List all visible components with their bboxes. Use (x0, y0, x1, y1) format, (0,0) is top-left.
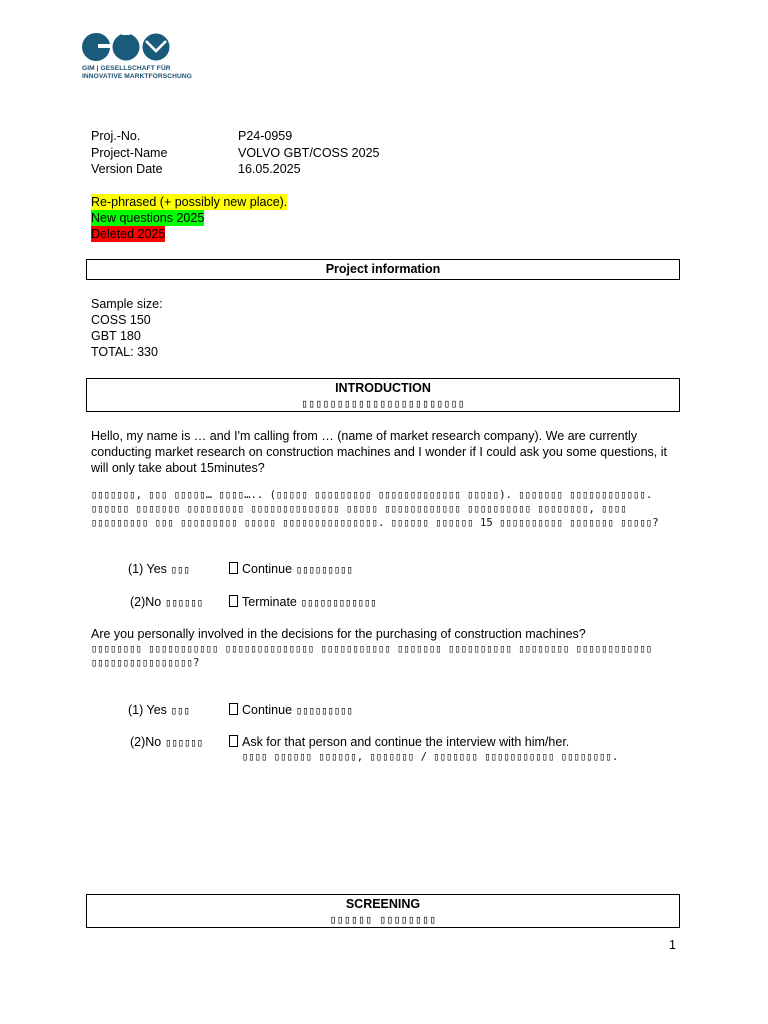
intro-text-en: Hello, my name is … and I'm calling from … (name of market research company). We are currently conducting market research on construction machines and I wonder if I could ask you some questions, it will only take about 15minutes? (91, 429, 667, 475)
option-action: Terminate (242, 595, 297, 609)
involved-option-yes-action (229, 702, 353, 719)
checkbox-icon (229, 703, 238, 715)
option-thai: ▯▯▯▯▯▯ (165, 597, 204, 609)
involved-option-no-action (229, 734, 649, 764)
intro-option-yes-action (229, 561, 353, 578)
q-involved-text-en: Are you personally involved in the decisions for the purchasing of construction machines? (91, 627, 586, 641)
option-action-thai: ▯▯▯▯▯▯▯▯▯ (296, 705, 353, 717)
meta-label: Proj.-No. (91, 129, 141, 143)
section-title: SCREENING (345, 897, 421, 911)
sample-coss: COSS 150 (91, 313, 151, 327)
q-involved-text-th: ▯▯▯▯▯▯▯▯ ▯▯▯▯▯▯▯▯▯▯▯ ▯▯▯▯▯▯▯▯▯▯▯▯▯▯ ▯▯▯▯▯▯▯▯▯▯▯ ▯▯▯▯▯▯▯ ▯▯▯▯▯▯▯▯▯▯ ▯▯▯▯▯▯▯▯ ▯▯▯▯▯▯▯▯▯▯▯▯ ▯▯▯▯▯▯▯▯▯▯▯▯▯▯▯▯? (91, 643, 653, 669)
meta-label: Project-Name (91, 145, 168, 160)
logo-tagline-line2: INNOVATIVE MARKTFORSCHUNG (82, 73, 192, 80)
option-action-thai: ▯▯▯▯ ▯▯▯▯▯▯ ▯▯▯▯▯▯, ▯▯▯▯▯▯▯ / ▯▯▯▯▯▯▯ ▯▯▯▯▯▯▯▯▯▯▯ ▯▯▯▯▯▯▯▯. (242, 751, 619, 763)
project-information-heading (86, 259, 680, 280)
option-thai: ▯▯▯▯▯▯ (165, 737, 204, 749)
sample-total: TOTAL: 330 (91, 345, 158, 359)
checkbox-icon (229, 735, 238, 747)
legend-deleted: Deleted 2025 (91, 227, 166, 241)
sample-gbt: GBT 180 (91, 329, 141, 343)
legend-rephrased: Re-phrased (+ possibly new place). (91, 195, 288, 209)
option-thai: ▯▯▯ (170, 564, 190, 576)
option-code: (1) Yes (128, 562, 167, 576)
logo-tagline (82, 65, 192, 81)
option-action: Ask for that person and continue the interview with him/her. (242, 735, 570, 749)
meta-row-project-name (91, 145, 380, 162)
intro-option-no-action (229, 594, 377, 611)
involved-option-yes[interactable] (128, 702, 190, 719)
meta-value: VOLVO GBT/COSS 2025 (238, 145, 380, 160)
gim-logo-icon (82, 32, 172, 62)
option-code: (1) Yes (128, 703, 167, 717)
option-thai: ▯▯▯ (170, 705, 190, 717)
intro-option-no[interactable] (130, 594, 203, 611)
option-action-thai: ▯▯▯▯▯▯▯▯▯▯▯▯ (300, 597, 377, 609)
legend-new-questions: New questions 2025 (91, 211, 205, 225)
involved-option-no[interactable] (130, 734, 203, 751)
option-action: Continue (242, 562, 293, 576)
section-title-thai: ▯▯▯▯▯▯ ▯▯▯▯▯▯▯▯ (329, 913, 437, 926)
company-logo (82, 32, 212, 82)
intro-text-th: ▯▯▯▯▯▯▯, ▯▯▯ ▯▯▯▯▯… ▯▯▯▯….. (▯▯▯▯▯ ▯▯▯▯▯▯▯▯▯ ▯▯▯▯▯▯▯▯▯▯▯▯▯ ▯▯▯▯▯). ▯▯▯▯▯▯▯ ▯▯▯▯▯▯▯▯▯▯▯▯. ▯▯▯▯▯▯ ▯▯▯▯▯▯▯ ▯▯▯▯▯▯▯▯▯ ▯▯▯▯▯▯▯▯▯▯▯▯▯▯ ▯▯▯▯▯ ▯▯▯▯▯▯▯▯▯▯▯▯ ▯▯▯▯▯▯▯▯▯▯ ▯▯▯▯▯▯▯▯, ▯▯▯▯ ▯▯▯▯▯▯▯▯▯ ▯▯▯ ▯▯▯▯▯▯▯▯▯ ▯▯▯▯▯ ▯▯▯▯▯▯▯▯▯▯▯▯▯▯▯. ▯▯▯▯▯▯ ▯▯▯▯▯▯ 15 ▯▯▯▯▯▯▯▯▯▯ ▯▯▯▯▯▯▯ ▯▯▯▯▯? (91, 489, 659, 529)
option-code: (2)No (130, 735, 162, 749)
section-title: INTRODUCTION (335, 381, 431, 395)
introduction-heading (86, 378, 680, 412)
checkbox-icon (229, 562, 238, 574)
screening-heading (86, 894, 680, 928)
sample-size-block (91, 296, 676, 360)
intro-option-yes[interactable] (128, 561, 190, 578)
meta-row-proj-no (91, 128, 380, 145)
section-title-thai: ▯▯▯▯▯▯▯▯▯▯▯▯▯▯▯▯▯▯▯▯▯▯▯ (301, 397, 465, 410)
meta-row-version-date (91, 161, 380, 178)
meta-label: Version Date (91, 162, 163, 176)
section-title: Project information (325, 262, 441, 276)
option-code: (2)No (130, 595, 162, 609)
sample-size-label: Sample size: (91, 297, 163, 311)
page-number: 1 (669, 938, 676, 952)
meta-value: 16.05.2025 (238, 162, 301, 176)
checkbox-icon (229, 595, 238, 607)
logo-tagline-line1: GIM | GESELLSCHAFT FÜR (82, 65, 171, 72)
meta-value: P24-0959 (238, 129, 293, 143)
option-action-thai: ▯▯▯▯▯▯▯▯▯ (296, 564, 353, 576)
option-action: Continue (242, 703, 293, 717)
color-legend (91, 194, 287, 242)
project-meta (91, 128, 380, 178)
